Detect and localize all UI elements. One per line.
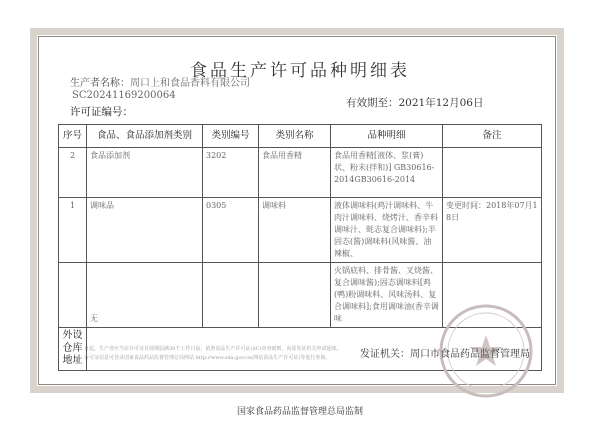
table-row	[59, 198, 542, 263]
valid-date: 2021年12月06日	[398, 97, 484, 109]
usage-note	[84, 345, 374, 362]
cell-detail: 火锅底料、排骨酱、叉烧酱、复合调味酱);固态调味料[鸡(鸭)粉调味料、风味汤料、复合调味料];食用调味油(香辛调味	[331, 263, 443, 328]
cell-detail: 液体调味料(鸡汁调味料、牛肉汁调味料、烧烤汁、香辛料调味汁、蚝志复合调味料);半固态(酱)调味料(风味酱、油辣椒、	[331, 198, 443, 263]
cell-no: 2	[59, 148, 87, 198]
producer-row	[70, 74, 250, 89]
cell-category	[87, 263, 203, 328]
cell-remark: 变更时间：2018年07月18日	[443, 198, 542, 263]
license-label: 许可证编号：	[70, 106, 133, 118]
producer-label: 生产者名称：	[70, 78, 130, 89]
cell-name	[259, 263, 331, 328]
producer-name: 周口上和食品香料有限公司	[130, 78, 250, 89]
header-name: 类别名称	[259, 125, 331, 148]
issuer-name: 周口市食品药品监督管理局	[410, 349, 530, 360]
license-code: SC20241169200064	[72, 90, 176, 101]
cell-no: 1	[59, 198, 87, 263]
table-row	[59, 148, 542, 198]
cell-category: 调味品	[87, 198, 203, 263]
cell-no	[59, 263, 87, 328]
cell-name: 食品用香精	[259, 148, 331, 198]
blank-mark: 无	[90, 314, 98, 323]
cell-name: 调味料	[259, 198, 331, 263]
cell-detail: 食品用香精[液体、浆(膏)状、粉末(拌和)] GB30616-2014GB30616-2014	[331, 148, 443, 198]
footer-text: 国家食品药品监督管理总局监制	[236, 407, 363, 417]
cell-code: 0305	[203, 198, 259, 263]
note-line: 许可证信息可登录国家食品药品监督管理总局网站 http://www.sda.gov.cn(网站食品生产许可证)等进行查询。	[84, 354, 331, 361]
cell-remark	[443, 148, 542, 198]
page-title: 食品生产许可品种明细表	[190, 61, 410, 81]
header-code: 类别编号	[203, 125, 259, 148]
header-no: 序号	[59, 125, 87, 148]
note-line: 日起，生产者应当在许可证有效期届满30个工作日前，依照食品生产许可证(SC)审查细则，向原发证机关申请延续。	[84, 346, 342, 352]
valid-label: 有效期至：	[346, 97, 399, 109]
cell-code	[203, 263, 259, 328]
header-category: 食品、食品添加剂类别	[87, 125, 203, 148]
cell-code: 3202	[203, 148, 259, 198]
issuer-label: 发证机关：	[360, 349, 410, 360]
valid-until	[346, 95, 483, 110]
issuing-authority	[360, 345, 530, 360]
cell-category: 食品添加剂	[87, 148, 203, 198]
storage-label: 外设仓库地址	[59, 328, 87, 371]
header-detail: 品种明细	[331, 125, 443, 148]
header-remark: 备注	[443, 125, 542, 148]
table-header-row	[59, 125, 542, 148]
